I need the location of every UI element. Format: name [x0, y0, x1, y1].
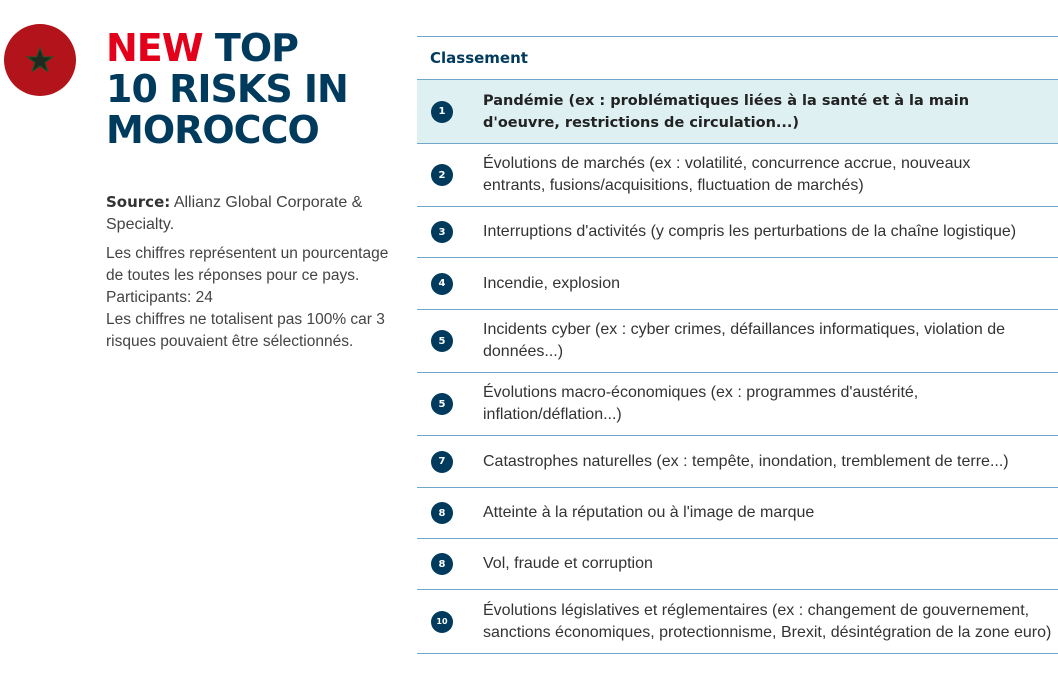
- rank-badge: 1: [431, 101, 453, 123]
- title-new: NEW: [106, 26, 203, 70]
- risk-line: Évolutions de marchés (ex : volatilité, concurrence accrue, nouveaux: [483, 155, 971, 172]
- rank-badge: 8: [431, 553, 453, 575]
- note-participants: Participants: 24: [106, 289, 213, 306]
- risk-line: entrants, fusions/acquisitions, fluctuation de marchés): [483, 177, 864, 194]
- table-bottom-rule: [417, 653, 1058, 654]
- risk-line: inflation/déflation...): [483, 406, 622, 423]
- risk-line: Atteinte à la réputation ou à l'image de marque: [483, 504, 815, 521]
- risk-text: [483, 600, 1051, 644]
- risk-line: Vol, fraude et corruption: [483, 555, 653, 572]
- risk-line: Catastrophes naturelles (ex : tempête, inondation, tremblement de terre...): [483, 452, 1009, 470]
- note-percentage: Les chiffres représentent un pourcentage de toutes les réponses pour ce pays.: [106, 245, 389, 284]
- rank-badge: 2: [431, 164, 453, 186]
- table-row: [417, 372, 1058, 435]
- rank-badge: 4: [431, 273, 453, 295]
- table-row: [417, 435, 1058, 487]
- risk-line: données...): [483, 343, 564, 360]
- risk-line: Évolutions macro-économiques (ex : programmes d'austérité,: [483, 384, 919, 401]
- risk-text: [483, 221, 1016, 243]
- risk-text: [483, 553, 653, 575]
- source-note: [106, 191, 396, 236]
- risk-text: [483, 319, 1005, 363]
- rank-badge: 5: [431, 393, 453, 415]
- source-label: Source:: [106, 193, 171, 211]
- morocco-flag-icon: [4, 24, 76, 96]
- table-row: [417, 309, 1058, 372]
- table-row: [417, 206, 1058, 257]
- risk-text: [483, 502, 814, 524]
- page-title: [106, 28, 348, 151]
- table-row: [417, 538, 1058, 589]
- risk-text: [483, 273, 620, 295]
- rank-badge: 3: [431, 221, 453, 243]
- rank-badge: 5: [431, 330, 453, 352]
- risk-line: Interruptions d'activités (y compris les perturbations de la chaîne logistique): [483, 223, 1017, 240]
- table-row: [417, 589, 1058, 653]
- title-line2: 10 RISKS IN: [106, 67, 348, 111]
- rank-badge: 7: [431, 451, 453, 473]
- table-row: [417, 257, 1058, 309]
- star-icon: [25, 45, 55, 75]
- table-row: [417, 79, 1058, 143]
- source-text: Allianz Global Corporate & Specialty.: [106, 194, 363, 233]
- risk-text: [483, 382, 918, 426]
- title-top: TOP: [202, 26, 298, 70]
- methodology-notes: [106, 243, 396, 353]
- table-header: Classement: [430, 49, 528, 67]
- risk-text: [483, 153, 970, 197]
- risk-line: sanctions économiques, protectionnisme, Brexit, désintégration de la zone euro): [483, 623, 1052, 641]
- ranking-table: [417, 36, 1058, 654]
- note-total: Les chiffres ne totalisent pas 100% car 3 risques pouvaient être sélectionnés.: [106, 311, 385, 350]
- risk-text: [483, 451, 1009, 473]
- risk-line: Évolutions législatives et réglementaires (ex : changement de gouvernement,: [483, 601, 1030, 619]
- risk-line: d'oeuvre, restrictions de circulation...): [483, 114, 800, 131]
- risk-line: Incidents cyber (ex : cyber crimes, défaillances informatiques, violation de: [483, 321, 1006, 338]
- risk-text: [483, 90, 969, 134]
- rank-badge: 10: [431, 611, 453, 633]
- title-line3: MOROCCO: [106, 108, 319, 152]
- rank-badge: 8: [431, 502, 453, 524]
- table-row: [417, 487, 1058, 538]
- risk-line: Pandémie (ex : problématiques liées à la santé et à la main: [483, 92, 970, 109]
- risk-line: Incendie, explosion: [483, 274, 620, 292]
- table-row: [417, 143, 1058, 206]
